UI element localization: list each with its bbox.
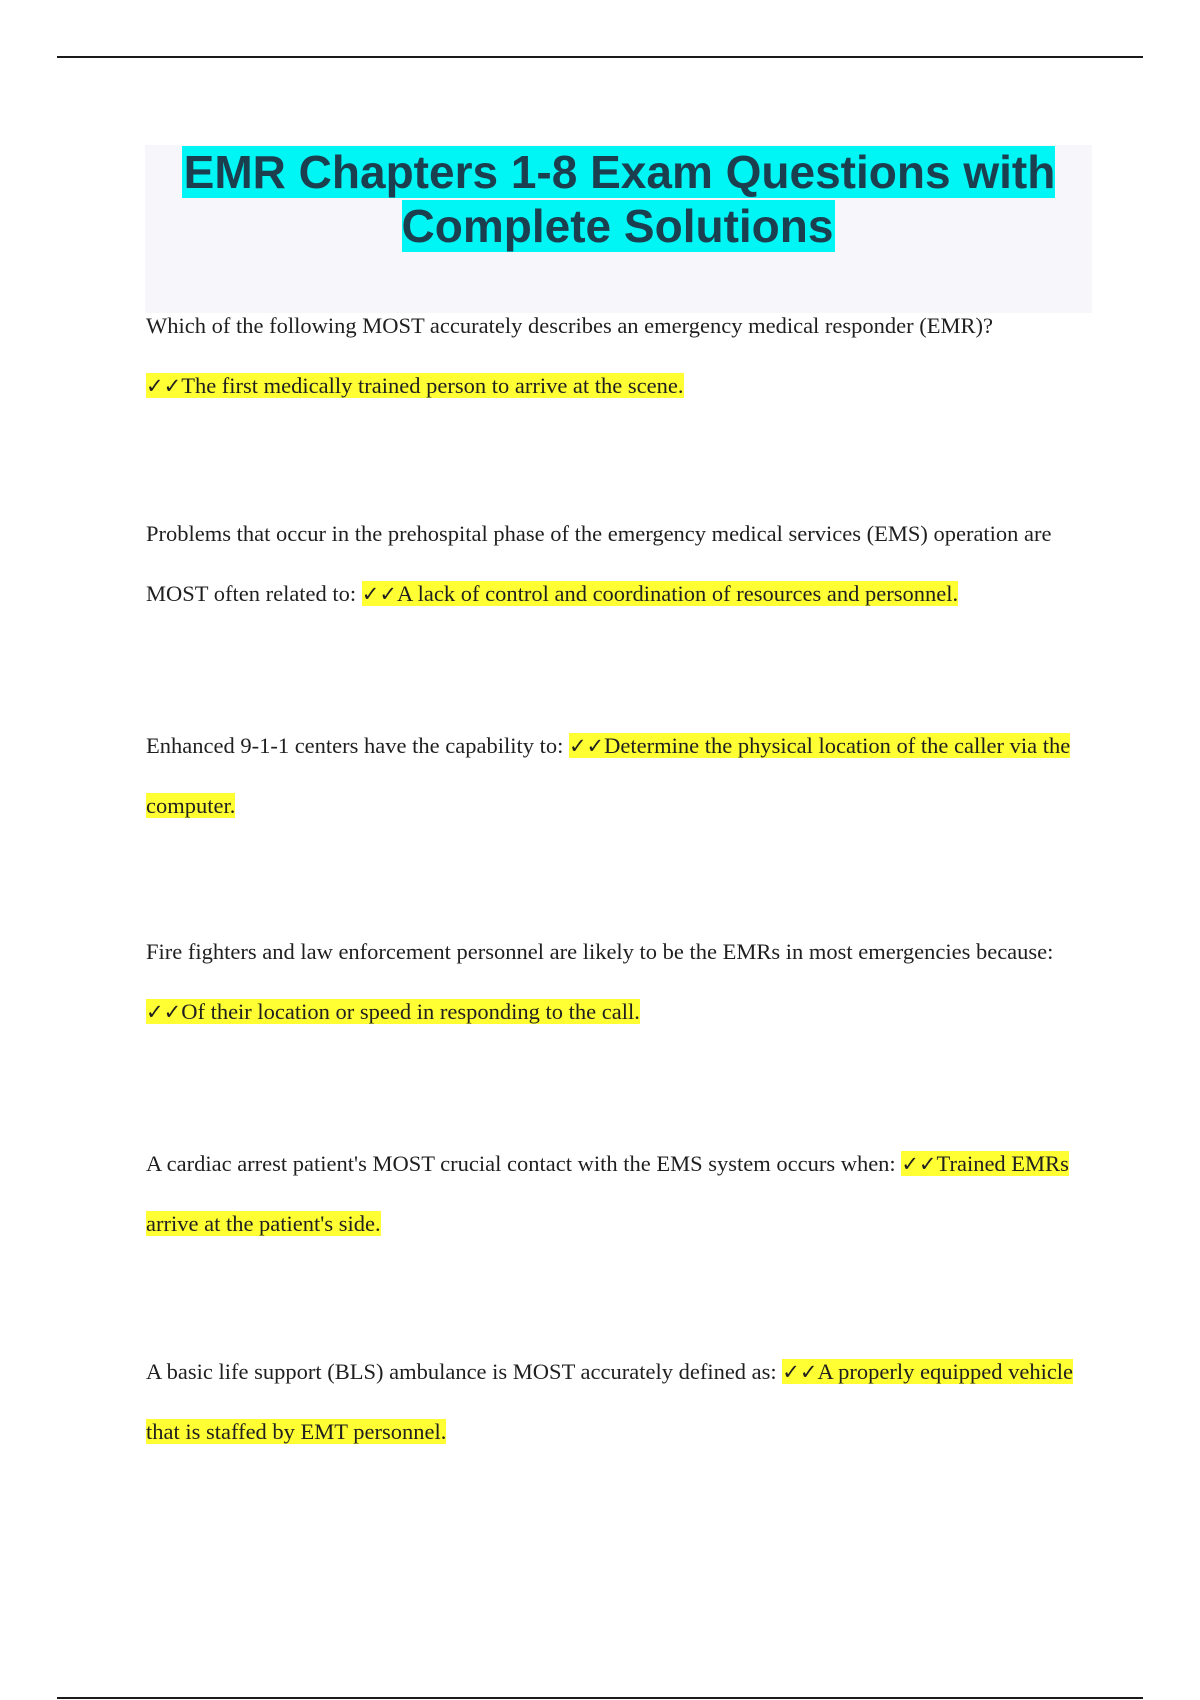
title-block — [145, 145, 1092, 313]
check-icon: ✓✓ — [146, 1000, 182, 1024]
bottom-rule — [57, 1697, 1143, 1699]
document-title: EMR Chapters 1-8 Exam Questions with Complete Solutions — [183, 146, 1056, 252]
question-item — [146, 922, 1096, 1042]
check-icon: ✓✓ — [361, 582, 397, 606]
answer-text: ✓✓A properly equipped vehicle that is staffed by EMT personnel. — [146, 1359, 1074, 1444]
question-item — [146, 716, 1096, 836]
question-text: A cardiac arrest patient's MOST crucial contact with the EMS system occurs when: — [146, 1151, 902, 1176]
question-item — [146, 296, 1096, 416]
question-text: Enhanced 9-1-1 centers have the capability to: — [146, 733, 569, 758]
question-text: Problems that occur in the prehospital phase of the emergency medical services (EMS) operation are MOST often related to: — [146, 521, 1052, 606]
question-item — [146, 1134, 1096, 1254]
question-text: A basic life support (BLS) ambulance is MOST accurately defined as: — [146, 1359, 783, 1384]
answer-text: ✓✓Determine the physical location of the caller via the computer. — [146, 733, 1071, 818]
check-icon: ✓✓ — [782, 1360, 818, 1384]
question-text: Which of the following MOST accurately describes an emergency medical responder (EMR)? — [146, 313, 994, 338]
check-icon: ✓✓ — [568, 734, 605, 758]
question-item — [146, 1342, 1096, 1462]
top-rule — [57, 56, 1143, 58]
check-icon: ✓✓ — [901, 1152, 937, 1176]
answer-text: ✓✓The first medically trained person to arrive at the scene. — [146, 373, 684, 398]
check-icon: ✓✓ — [146, 374, 182, 398]
question-item — [146, 504, 1096, 624]
answer-text: ✓✓A lack of control and coordination of resources and personnel. — [361, 581, 959, 606]
answer-text: ✓✓Trained EMRs arrive at the patient's side. — [146, 1151, 1069, 1236]
question-text: Fire fighters and law enforcement personnel are likely to be the EMRs in most emergencies because: — [146, 939, 1054, 964]
answer-text: ✓✓Of their location or speed in responding to the call. — [146, 999, 640, 1024]
